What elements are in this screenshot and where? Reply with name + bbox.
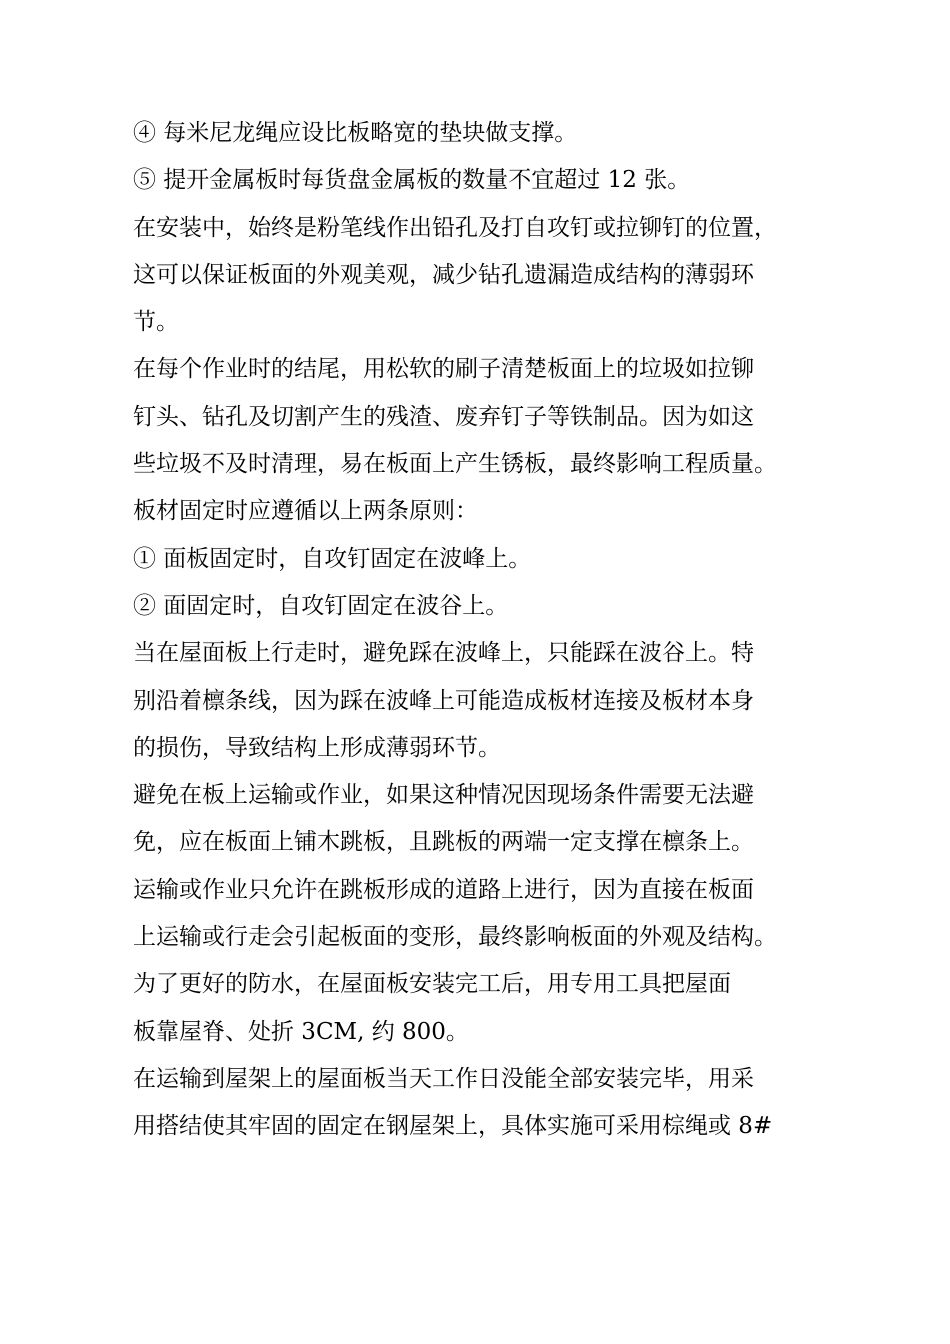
- text-line: 别沿着檩条线，因为踩在波峰上可能造成板材连接及板材本身: [133, 687, 754, 714]
- text-line: ④ 每米尼龙绳应设比板略宽的垫块做支撑。: [133, 120, 578, 146]
- text-line: ① 面板固定时，自攻钉固定在波峰上。: [133, 545, 532, 572]
- text-line: 钉头、钻孔及切割产生的残渣、废弃钉子等铁制品。因为如这: [133, 403, 754, 430]
- text-line: 在每个作业时的结尾，用松软的刷子清楚板面上的垃圾如拉铆: [133, 356, 754, 383]
- text-line: ② 面固定时，自攻钉固定在波谷上。: [133, 592, 509, 619]
- text-line: 运输或作业只允许在跳板形成的道路上进行，因为直接在板面: [133, 876, 754, 903]
- text-line: 些垃圾不及时清理，易在板面上产生锈板，最终影响工程质量。: [133, 451, 777, 478]
- text-line: 板材固定时应遵循以上两条原则：: [133, 498, 478, 525]
- text-line: 上运输或行走会引起板面的变形，最终影响板面的外观及结构。: [133, 924, 777, 951]
- text-line: 当在屋面板上行走时，避免踩在波峰上，只能踩在波谷上。特: [133, 640, 754, 667]
- text-line: 避免在板上运输或作业，如果这种情况因现场条件需要无法避: [133, 782, 754, 809]
- document-body: [133, 110, 833, 1151]
- text-line: 板靠屋脊、处折 3CM, 约 800。: [133, 1018, 469, 1045]
- text-line: 为了更好的防水，在屋面板安装完工后，用专用工具把屋面: [133, 971, 731, 998]
- text-line: 在安装中，始终是粉笔线作出铅孔及打自攻钉或拉铆钉的位置，: [133, 214, 777, 241]
- text-line: 节。: [133, 309, 179, 336]
- text-line: 在运输到屋架上的屋面板当天工作日没能全部安装完毕，用采: [133, 1065, 754, 1092]
- text-line: 用搭结使其牢固的固定在钢屋架上，具体实施可采用棕绳或 8#: [133, 1113, 773, 1140]
- text-line: ⑤ 提开金属板时每货盘金属板的数量不宜超过 12 张。: [133, 167, 691, 194]
- text-line: 的损伤，导致结构上形成薄弱环节。: [133, 734, 501, 761]
- text-line: 免，应在板面上铺木跳板，且跳板的两端一定支撑在檩条上。: [133, 829, 754, 856]
- text-line: 这可以保证板面的外观美观，减少钻孔遗漏造成结构的薄弱环: [133, 261, 754, 288]
